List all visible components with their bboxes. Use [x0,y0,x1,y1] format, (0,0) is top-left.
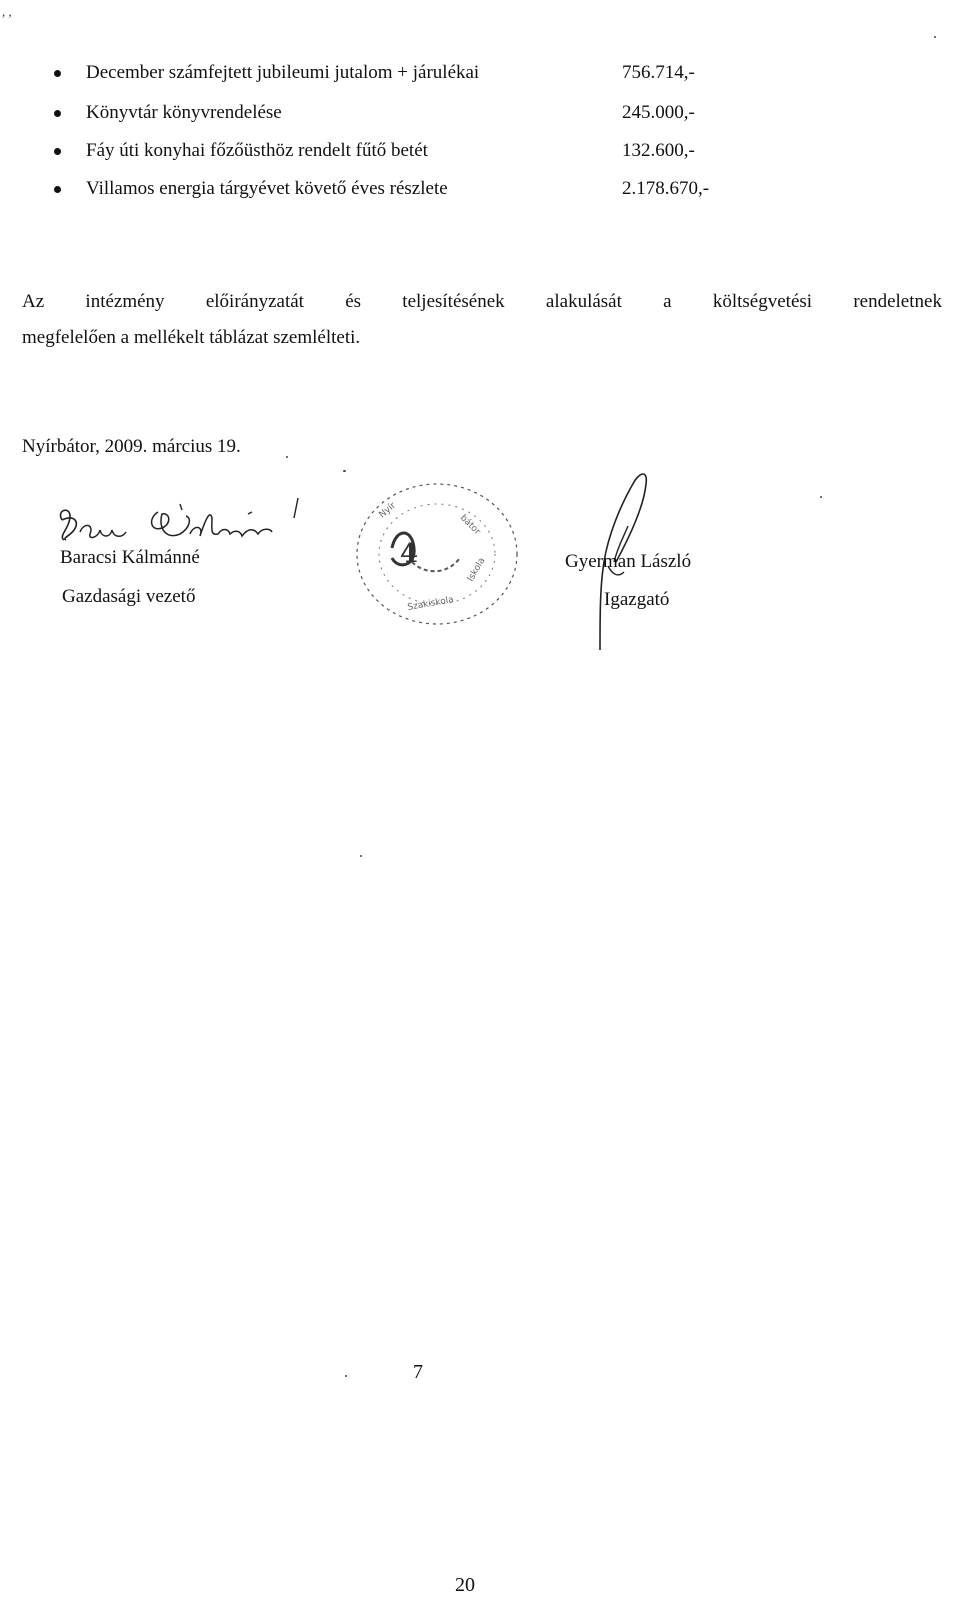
word: előirányzatát [205,291,304,312]
corner-marks: , , [2,4,12,19]
svg-text:bátor: bátor [457,513,482,538]
word: a [663,291,672,312]
speck [343,470,346,472]
signatory-left-title: Gazdasági vezető [62,586,196,607]
word: teljesítésének [402,291,505,312]
paragraph-line-1 [22,284,942,320]
list-item [54,59,734,87]
place-date: Nyírbátor, 2009. március 19. [22,436,241,457]
word: költségvetési [712,291,813,312]
item-amount: 132.600,- [622,140,695,161]
list-item [54,137,734,165]
bullet-icon [54,70,61,77]
word: és [345,291,362,312]
svg-text:Szakiskola: Szakiskola [406,594,455,613]
word: intézmény [85,291,165,312]
svg-text:Nyír: Nyír [377,500,398,521]
item-label: December számfejtett jubileumi jutalom + járulékai [86,62,480,83]
speck [345,1375,347,1377]
speck [286,456,288,458]
speck [934,36,936,38]
list-item [54,99,734,127]
list-item [54,175,734,203]
item-label: Villamos energia tárgyévet követő éves részlete [86,178,448,199]
signatory-right-title: Igazgató [604,589,670,610]
bullet-icon [54,186,61,193]
item-amount: 2.178.670,- [622,178,710,199]
svg-text:Iskola: Iskola [465,556,488,584]
paragraph-line-2: megfelelően a mellékelt táblázat szemlélteti. [22,327,361,348]
word: rendeletnek [853,291,942,312]
item-label: Fáy úti konyhai főzőüsthöz rendelt fűtő betét [86,140,428,161]
signatory-right-name: Gyerman László [565,551,692,572]
item-amount: 245.000,- [622,102,695,123]
page-number-outer: 20 [455,1574,475,1596]
word: alakulását [545,291,622,312]
speck [360,855,362,857]
official-stamp [352,478,522,630]
bullet-icon [54,148,61,155]
body-paragraph [22,284,942,356]
word: Az [22,291,45,312]
signatory-left-name: Baracsi Kálmánné [60,547,200,568]
item-label: Könyvtár könyvrendelése [86,102,282,123]
item-amount: 756.714,- [622,62,695,83]
speck [820,496,822,498]
page-number-inner: 7 [413,1361,423,1383]
bullet-icon [54,110,61,117]
svg-text:4: 4 [400,539,419,569]
